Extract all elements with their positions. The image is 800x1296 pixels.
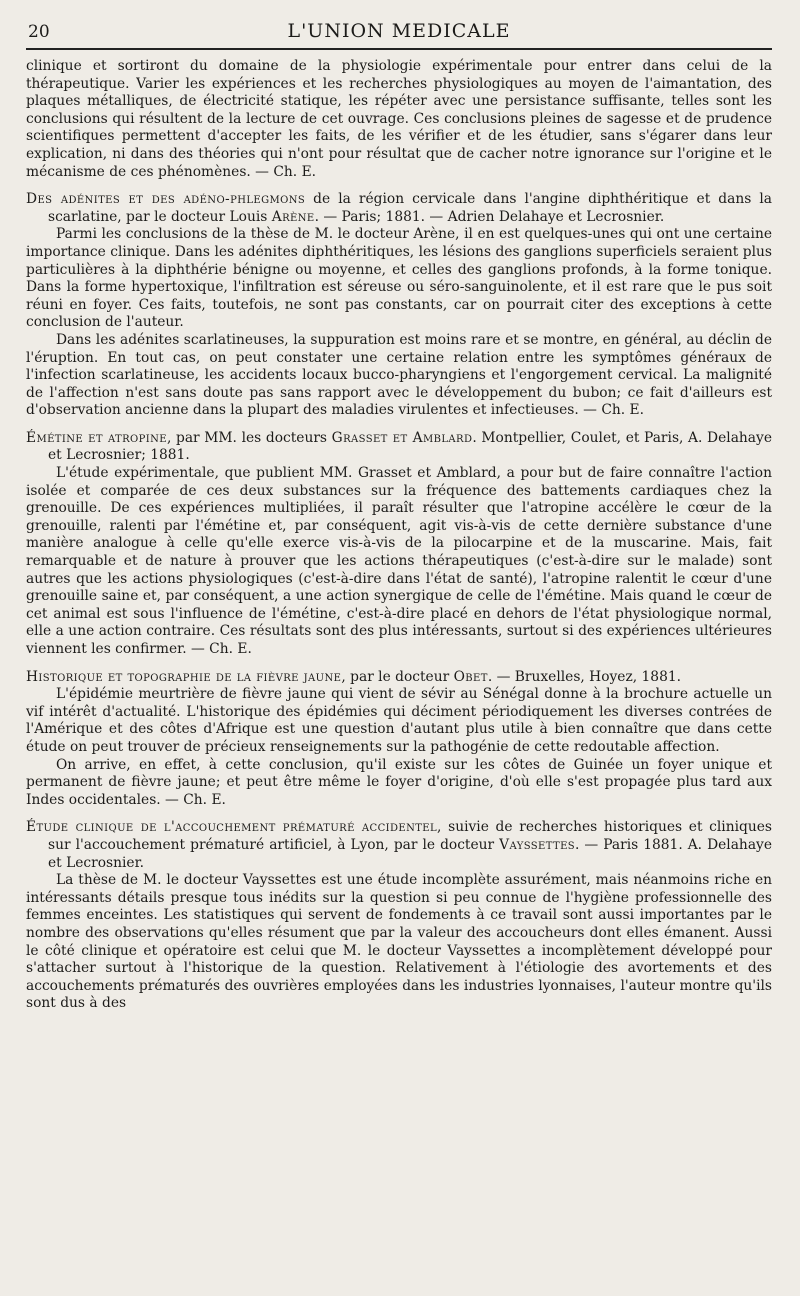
page-number: 20 [28,22,50,42]
article-body [26,58,772,1013]
review-emetine [26,430,772,659]
review-title [26,430,772,465]
review-title-caps: Émétine et atropine [26,429,167,446]
review-title-caps: Des adénites et des adéno-phlegmons [26,191,306,208]
review-title-caps: Historique et topographie de la fièvre jaune [26,668,342,685]
review-title-text: , par MM. les docteurs [166,429,332,446]
review-accouchement [26,819,772,1013]
header-rule [26,48,772,50]
review-author: Arène [271,208,315,225]
page-header [26,16,772,46]
review-author: Grasset et Amblard [331,429,473,446]
review-paragraph: On arrive, en effet, à cette conclusion, qu'il existe sur les côtes de Guinée un foyer unique et permanent de fièvre jaune; et peut être même le foyer d'origine, d'où elle s'est propagée plus tard aux Indes occidentales. — Ch. E. [26,756,772,808]
review-author: Vayssettes [499,836,576,853]
review-title-text: , par le docteur [341,668,454,685]
review-publication: . — Paris 1881. A. Delahaye et Lecrosnier. [48,836,773,871]
review-title-text: de la région cervicale dans l'angine diphthéritique et dans la scarlatine, par le docteur Louis [48,191,772,225]
review-publication: . Montpellier, Coulet, et Paris, A. Delahaye et Lecrosnier; 1881. [48,429,772,464]
review-title [26,669,772,687]
review-author: Obet [453,668,488,685]
running-title: L'UNION MEDICALE [287,20,511,42]
review-paragraph: L'épidémie meurtrière de fièvre jaune qui vient de sévir au Sénégal donne à la brochure actuelle un vif intérêt d'actualité. L'historique des épidémies qui déciment périodiquement les diverses contrées de l'Amérique et des côtes d'Afrique est une question d'autant plus utile à bien connaître que dans cette étude on peut trouver de précieux renseignements sur la pathogénie de cette redoutable affection. [26,686,772,755]
review-fievre-jaune [26,669,772,810]
review-publication: . — Bruxelles, Hoyez, 1881. [487,668,682,685]
review-title [26,819,772,872]
review-title [26,191,772,226]
review-adenites [26,191,772,420]
review-paragraph: La thèse de M. le docteur Vayssettes est une étude incomplète assurément, mais néanmoins riche en intéressants détails presque tous inédits sur la question si peu connue de l'hygiène professionnelle des femmes enceintes. Les statistiques qui servent de fondements à ce travail sont aussi importantes par le nombre des observations qu'elles résument que par la valeur des accoucheurs dont elles émanent. Aussi le côté clinique et opératoire est celui que M. le docteur Vayssettes a incomplètement développé pour s'attacher surtout à l'historique de la question. Relativement à l'étiologie des avortements et des accouchements prématurés des ouvrières employées dans les industries lyonnaises, l'auteur montre qu'ils sont dus à des [26,872,772,1012]
review-title-text: , suivie de recherches historiques et cliniques sur l'accouchement prématuré artificiel, à Lyon, par le docteur [48,819,772,853]
review-paragraph: Parmi les conclusions de la thèse de M. le docteur Arène, il en est quelques-unes qui ont une certaine importance clinique. Dans les adénites diphthéritiques, les lésions des ganglions superficiels seraient plus particulières à la diphthérie bénigne ou moyenne, et celles des ganglions profonds, à la forme tonique. Dans la forme hypertoxique, l'infiltration est séreuse ou séro-sanguinolente, et il est rare que le pus soit réuni en foyer. Ces faits, toutefois, ne sont pas constants, car on pourrait citer des exceptions à cette conclusion de l'auteur. [26,226,772,331]
review-publication: . — Paris; 1881. — Adrien Delahaye et Lecrosnier. [314,208,665,225]
review-title-caps: Étude clinique de l'accouchement prématuré accidentel [26,819,438,836]
review-paragraph: Dans les adénites scarlatineuses, la suppuration est moins rare et se montre, en général, au déclin de l'éruption. En tout cas, on peut constater une certaine relation entre les symptômes généraux de l'infection scarlatineuse, les accidents locaux bucco-pharyngiens et l'engorgement cervical. La malignité de l'affection n'est sans doute pas sans rapport avec le développement du bubon; ce fait d'ailleurs est d'observation ancienne dans la plupart des maladies virulentes et infectieuses. — Ch. E. [26,331,772,419]
review-paragraph: L'étude expérimentale, que publient MM. Grasset et Amblard, a pour but de faire connaître l'action isolée et comparée de ces deux substances sur la fréquence des battements cardiaques chez la grenouille. De ces expériences multipliées, il paraît résulter que l'atropine accélère le cœur de la grenouille, ralenti par l'émétine et, par conséquent, agit vis-à-vis de cette dernière substance d'une manière analogue à celle qu'elle exerce vis-à-vis de la pilocarpine et de la muscarine. Mais, fait remarquable et de nature à prouver que les actions thérapeutiques (c'est-à-dire sur le malade) sont autres que les actions physiologiques (c'est-à-dire dans l'état de santé), l'atropine ralentit le cœur d'une grenouille saine et, par conséquent, a une action synergique de celle de l'émétine. Mais quand le cœur de cet animal est sous l'influence de l'émétine, c'est-à-dire placé en dehors de l'état physiologique normal, elle a une action contraire. Ces résultats sont des plus intéressants, surtout si des expériences ultérieures viennent les confirmer. — Ch. E. [26,465,772,657]
intro-paragraph: clinique et sortiront du domaine de la physiologie expérimentale pour entrer dans celui de la thérapeutique. Varier les expériences et les recherches physiologiques au moyen de l'aimantation, des plaques métalliques, de électricité statique, les répéter avec une persistance suffisante, telles sont les conclusions qui résultent de la lecture de cet ouvrage. Ces conclusions pleines de sagesse et de prudence scientifiques permettent d'accepter les faits, de les vérifier et de les étudier, sans s'égarer dans leur explication, ni dans des théories qui n'ont pour résultat que de cacher notre ignorance sur l'origine et le mécanisme de ces phénomènes. — Ch. E. [26,58,772,180]
